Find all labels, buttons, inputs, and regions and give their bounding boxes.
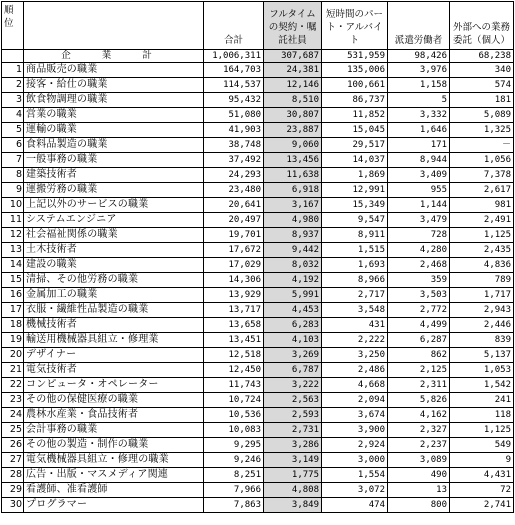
table-row [2,123,514,138]
occupation-name: 金属加工の職業 [24,288,204,303]
rank-cell: 12 [2,228,24,243]
table-row [2,168,514,183]
total-cell-fulltime: 307,687 [264,50,322,63]
cell-shorttime: 29,517 [322,138,388,153]
cell-shorttime: 135,006 [322,63,388,78]
cell-fulltime: 6,283 [264,318,322,333]
table-row [2,273,514,288]
table-row [2,288,514,303]
table-row [2,408,514,423]
shorttime-header: 短時間のパート・アルバイト [322,2,388,50]
cell-external: 7,378 [450,168,514,183]
cell-external: 2,491 [450,213,514,228]
table-row [2,93,514,108]
cell-total: 10,536 [204,408,264,423]
rank-cell: 23 [2,393,24,408]
cell-total: 51,080 [204,108,264,123]
rank-header: 順位 [2,2,24,50]
rank-cell: 17 [2,303,24,318]
table-row [2,348,514,363]
cell-dispatch: 3,479 [388,213,450,228]
cell-external: 4,836 [450,258,514,273]
occupation-name: 飲食物調理の職業 [24,93,204,108]
cell-fulltime: 11,638 [264,168,322,183]
cell-dispatch: 4,162 [388,408,450,423]
table-row [2,468,514,483]
cell-shorttime: 12,991 [322,183,388,198]
cell-dispatch: 2,237 [388,438,450,453]
occupation-name: デザイナー [24,348,204,363]
occupation-name: 営業の職業 [24,108,204,123]
rank-cell: 5 [2,123,24,138]
occupation-name: 機械技術者 [24,318,204,333]
rank-cell: 28 [2,468,24,483]
cell-external: 1,325 [450,123,514,138]
cell-external: 72 [450,483,514,498]
cell-total: 41,903 [204,123,264,138]
cell-fulltime: 4,980 [264,213,322,228]
occupation-name: 一般事務の職業 [24,153,204,168]
cell-shorttime: 3,250 [322,348,388,363]
cell-total: 7,863 [204,498,264,513]
rank-cell: 22 [2,378,24,393]
cell-external: 981 [450,198,514,213]
cell-fulltime: 8,032 [264,258,322,273]
cell-total: 12,518 [204,348,264,363]
rank-cell: 16 [2,288,24,303]
cell-shorttime: 4,668 [322,378,388,393]
cell-shorttime: 1,554 [322,468,388,483]
cell-fulltime: 2,731 [264,423,322,438]
rank-cell: 21 [2,363,24,378]
cell-shorttime: 2,486 [322,363,388,378]
table-row [2,333,514,348]
occupation-name: 接客・給仕の職業 [24,78,204,93]
cell-fulltime: 4,453 [264,303,322,318]
cell-fulltime: 3,849 [264,498,322,513]
cell-external: 1,542 [450,378,514,393]
occupation-name: プログラマー [24,498,204,513]
cell-external: 5,137 [450,348,514,363]
occupation-name: 電気機械器具組立・修理の職業 [24,453,204,468]
cell-shorttime: 3,900 [322,423,388,438]
cell-shorttime: 3,548 [322,303,388,318]
occupation-name: 建設の職業 [24,258,204,273]
cell-dispatch: 3,332 [388,108,450,123]
cell-external: 5,089 [450,108,514,123]
cell-total: 37,492 [204,153,264,168]
cell-external: 1,717 [450,288,514,303]
occupation-header [24,2,204,50]
total-row [2,50,514,63]
cell-shorttime: 3,674 [322,408,388,423]
cell-shorttime: 3,072 [322,483,388,498]
cell-external: 2,943 [450,303,514,318]
occupation-name: 看護師、准看護師 [24,483,204,498]
rank-cell: 14 [2,258,24,273]
occupation-name: その他の保健医療の職業 [24,393,204,408]
cell-total: 164,703 [204,63,264,78]
cell-shorttime: 1,515 [322,243,388,258]
cell-fulltime: 3,269 [264,348,322,363]
cell-total: 9,246 [204,453,264,468]
cell-external: 9 [450,453,514,468]
rank-cell: 8 [2,168,24,183]
cell-external: 1,125 [450,228,514,243]
rank-cell: 20 [2,348,24,363]
rank-cell: 13 [2,243,24,258]
cell-total: 20,641 [204,198,264,213]
cell-external: 340 [450,63,514,78]
occupation-name: 食料品製造の職業 [24,138,204,153]
cell-dispatch: 13 [388,483,450,498]
occupation-name: 輸送用機械器具組立・修理業 [24,333,204,348]
cell-total: 38,748 [204,138,264,153]
cell-shorttime: 8,911 [322,228,388,243]
cell-total: 13,658 [204,318,264,333]
table-row [2,498,514,513]
cell-dispatch: 3,089 [388,453,450,468]
cell-fulltime: 4,192 [264,273,322,288]
cell-dispatch: 2,327 [388,423,450,438]
cell-fulltime: 4,808 [264,483,322,498]
cell-total: 9,295 [204,438,264,453]
occupation-name: 運搬労務の職業 [24,183,204,198]
table-row [2,213,514,228]
rank-cell: 7 [2,153,24,168]
external-header: 外部への業務委託（個人） [450,2,514,50]
cell-fulltime: 3,222 [264,378,322,393]
cell-fulltime: 1,775 [264,468,322,483]
cell-dispatch: 3,976 [388,63,450,78]
table-row [2,183,514,198]
cell-dispatch: 955 [388,183,450,198]
cell-total: 19,701 [204,228,264,243]
occupation-name: システムエンジニア [24,213,204,228]
cell-dispatch: 4,280 [388,243,450,258]
table-row [2,378,514,393]
table-row [2,138,514,153]
cell-external: 2,446 [450,318,514,333]
cell-shorttime: 2,717 [322,288,388,303]
occupation-name: 会計事務の職業 [24,423,204,438]
cell-total: 14,306 [204,273,264,288]
table-row [2,393,514,408]
rank-cell: 3 [2,93,24,108]
header-row [2,2,514,50]
cell-shorttime: 2,222 [322,333,388,348]
cell-total: 95,432 [204,93,264,108]
rank-cell: 27 [2,453,24,468]
cell-fulltime: 9,060 [264,138,322,153]
table-row [2,483,514,498]
cell-external: 4,431 [450,468,514,483]
cell-external: 2,435 [450,243,514,258]
cell-shorttime: 15,349 [322,198,388,213]
cell-dispatch: 8,944 [388,153,450,168]
cell-dispatch: 862 [388,348,450,363]
table-row [2,438,514,453]
rank-cell: 11 [2,213,24,228]
total-cell-total: 1,006,311 [204,50,264,63]
cell-total: 7,966 [204,483,264,498]
cell-shorttime: 1,869 [322,168,388,183]
cell-fulltime: 2,593 [264,408,322,423]
cell-shorttime: 15,045 [322,123,388,138]
fulltime-header: フルタイムの契約・嘱託社員 [264,2,322,50]
cell-dispatch: 6,287 [388,333,450,348]
total-label: 企 業 計 [24,50,204,63]
cell-dispatch: 3,409 [388,168,450,183]
cell-dispatch: 2,311 [388,378,450,393]
cell-fulltime: 13,456 [264,153,322,168]
cell-total: 114,537 [204,78,264,93]
total-cell-dispatch: 98,426 [388,50,450,63]
cell-shorttime: 2,094 [322,393,388,408]
cell-dispatch: 3,503 [388,288,450,303]
cell-fulltime: 8,937 [264,228,322,243]
cell-fulltime: 3,286 [264,438,322,453]
occupation-name: その他の製造・制作の職業 [24,438,204,453]
table-row [2,258,514,273]
table-row [2,243,514,258]
occupation-name: 広告・出版・マスメディア関連 [24,468,204,483]
table-row [2,153,514,168]
rank-cell: 9 [2,183,24,198]
cell-external: 1,056 [450,153,514,168]
cell-external: － [450,138,514,153]
cell-fulltime: 2,563 [264,393,322,408]
cell-fulltime: 5,991 [264,288,322,303]
cell-external: 118 [450,408,514,423]
cell-total: 17,672 [204,243,264,258]
occupation-name: 清掃、その他労務の職業 [24,273,204,288]
cell-dispatch: 1,158 [388,78,450,93]
cell-external: 839 [450,333,514,348]
cell-external: 789 [450,273,514,288]
cell-dispatch: 5,826 [388,393,450,408]
cell-fulltime: 3,149 [264,453,322,468]
cell-dispatch: 2,772 [388,303,450,318]
rank-cell: 26 [2,438,24,453]
table-row [2,108,514,123]
cell-fulltime: 4,103 [264,333,322,348]
cell-total: 23,480 [204,183,264,198]
occupation-name: 土木技術者 [24,243,204,258]
cell-fulltime: 6,787 [264,363,322,378]
cell-dispatch: 1,646 [388,123,450,138]
cell-external: 2,617 [450,183,514,198]
cell-dispatch: 4,499 [388,318,450,333]
rank-cell: 25 [2,423,24,438]
cell-fulltime: 8,510 [264,93,322,108]
cell-fulltime: 12,146 [264,78,322,93]
table-row [2,78,514,93]
cell-external: 574 [450,78,514,93]
cell-total: 10,724 [204,393,264,408]
cell-shorttime: 9,547 [322,213,388,228]
cell-total: 13,717 [204,303,264,318]
cell-shorttime: 14,037 [322,153,388,168]
cell-shorttime: 11,852 [322,108,388,123]
cell-dispatch: 5 [388,93,450,108]
occupation-name: 運輸の職業 [24,123,204,138]
occupation-name: 電気技術者 [24,363,204,378]
cell-total: 8,251 [204,468,264,483]
rank-cell: 19 [2,333,24,348]
cell-fulltime: 6,918 [264,183,322,198]
cell-total: 17,029 [204,258,264,273]
cell-external: 1,125 [450,423,514,438]
table-row [2,423,514,438]
cell-dispatch: 490 [388,468,450,483]
cell-total: 24,293 [204,168,264,183]
cell-fulltime: 23,887 [264,123,322,138]
cell-shorttime: 2,924 [322,438,388,453]
table-row [2,453,514,468]
dispatch-header: 派遣労働者 [388,2,450,50]
table-row [2,363,514,378]
rank-cell: 6 [2,138,24,153]
rank-cell: 2 [2,78,24,93]
cell-dispatch: 1,144 [388,198,450,213]
table-row [2,228,514,243]
cell-external: 2,741 [450,498,514,513]
cell-dispatch: 800 [388,498,450,513]
cell-shorttime: 1,693 [322,258,388,273]
occupation-name: 商品販売の職業 [24,63,204,78]
cell-total: 10,083 [204,423,264,438]
cell-total: 13,929 [204,288,264,303]
cell-shorttime: 8,966 [322,273,388,288]
rank-cell: 29 [2,483,24,498]
total-header: 合計 [204,2,264,50]
cell-dispatch: 2,468 [388,258,450,273]
cell-total: 12,450 [204,363,264,378]
cell-shorttime: 474 [322,498,388,513]
cell-shorttime: 86,737 [322,93,388,108]
rank-cell: 4 [2,108,24,123]
cell-dispatch: 2,125 [388,363,450,378]
total-rank-cell [2,50,24,63]
rank-cell: 1 [2,63,24,78]
cell-external: 1,053 [450,363,514,378]
total-cell-external: 68,238 [450,50,514,63]
cell-dispatch: 359 [388,273,450,288]
table-row [2,198,514,213]
cell-total: 11,743 [204,378,264,393]
occupation-name: 農林水産業・食品技術者 [24,408,204,423]
cell-external: 241 [450,393,514,408]
cell-dispatch: 171 [388,138,450,153]
cell-dispatch: 728 [388,228,450,243]
cell-shorttime: 431 [322,318,388,333]
cell-external: 549 [450,438,514,453]
rank-cell: 18 [2,318,24,333]
occupation-name: 建築技術者 [24,168,204,183]
occupation-name: 上記以外のサービスの職業 [24,198,204,213]
occupation-table-container [1,1,514,513]
cell-external: 181 [450,93,514,108]
cell-total: 20,497 [204,213,264,228]
occupation-name: 社会福祉関係の職業 [24,228,204,243]
table-row [2,63,514,78]
table-row [2,318,514,333]
rank-cell: 24 [2,408,24,423]
cell-total: 13,451 [204,333,264,348]
rank-cell: 10 [2,198,24,213]
cell-shorttime: 3,000 [322,453,388,468]
occupation-table [1,1,514,513]
rank-cell: 15 [2,273,24,288]
occupation-name: コンピュータ・オペレーター [24,378,204,393]
occupation-name: 衣服・繊維性品製造の職業 [24,303,204,318]
cell-fulltime: 24,381 [264,63,322,78]
table-row [2,303,514,318]
rank-cell: 30 [2,498,24,513]
cell-fulltime: 3,167 [264,198,322,213]
cell-fulltime: 9,442 [264,243,322,258]
total-cell-shorttime: 531,959 [322,50,388,63]
cell-fulltime: 30,807 [264,108,322,123]
cell-shorttime: 100,661 [322,78,388,93]
